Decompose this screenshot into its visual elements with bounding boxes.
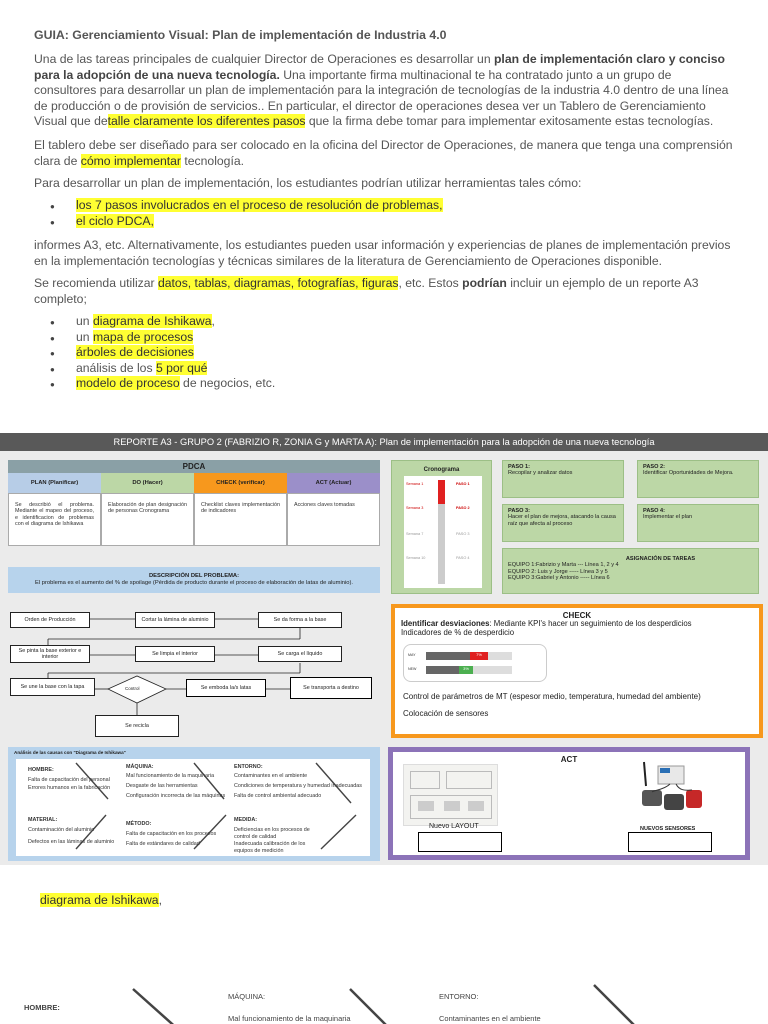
ish-large-label: MÁQUINA:: [228, 992, 266, 1001]
list-item: [50, 376, 275, 392]
a3-report-figure: [0, 433, 768, 865]
text: ,: [211, 314, 215, 328]
text: , etc. Estos: [398, 276, 463, 290]
text: ,: [158, 893, 162, 907]
kpi-bar-label: MAY: [408, 653, 416, 657]
highlighted-text: diagrama de Ishikawa: [40, 893, 159, 907]
ish-cause: Falta de estándares de calidad: [126, 841, 200, 847]
pdca-cell-plan: Se describió el problema. Mediante el mapeo del proceso, e identificacion de problemas con el diagrama de Ishikawa: [8, 493, 101, 546]
paso-title: PASO 1:: [508, 464, 530, 470]
paso-card: [637, 504, 759, 542]
ish-cause: Condiciones de temperatura y humedad inadecuadas: [234, 783, 362, 789]
highlighted-text: talle claramente los diferentes pasos: [107, 114, 306, 128]
kpi-bar-value: 7%: [470, 652, 488, 660]
flow-decision-label: Control: [125, 686, 140, 691]
ish-cause: Contaminación del aluminio: [28, 827, 95, 833]
paragraph-a3: informes A3, etc. Alternativamente, los estudiantes pueden usar información y experiencias de planes de implementación previos en la implementación tecnologías y técnicas similares de la literatura de Gerenciamiento de Operaciones disponible.: [34, 238, 731, 268]
ish-cause: Deficiencias en los procesos de control de calidad: [234, 827, 310, 840]
flow-step: Se recicla: [95, 715, 179, 737]
paso-text: Hacer el plan de mejora, atacando la causa raíz que afecta al proceso: [508, 514, 616, 527]
text: un: [76, 329, 93, 344]
list-item: [50, 314, 275, 330]
act-panel: [388, 747, 750, 860]
ish-cause: Inadecuada calibración de los equipos de medición: [234, 841, 306, 854]
sensor-image: [634, 760, 710, 830]
ishikawa-panel: [8, 747, 380, 861]
asignacion-line: EQUIPO 3:Gabriel y Antonio ----- Línea 6: [508, 575, 610, 582]
pdca-cell-check: Checklist claves implementación de indicadores: [194, 493, 287, 546]
ish-cause: Defectos en las láminas de aluminio: [28, 839, 115, 845]
list-item: [50, 198, 443, 214]
pdca-col-check: CHECK (verificar): [194, 473, 287, 493]
ish-cause: Errores humanos en la fabricación: [28, 785, 111, 791]
highlighted-text: el ciclo PDCA,: [76, 213, 154, 228]
text: tecnología.: [181, 153, 245, 168]
cronograma-title: Cronograma: [423, 467, 460, 473]
paragraph-tools: Para desarrollar un plan de implementación, los estudiantes podrían utilizar herramientas tales cómo:: [34, 176, 582, 190]
paso-card: [502, 460, 624, 498]
paragraph-recommend: [34, 276, 734, 307]
ishikawa-caption: [40, 893, 162, 907]
check-panel: [391, 604, 763, 738]
ish-cause: Desgaste de las herramientas: [126, 783, 198, 789]
paso-title: PASO 4:: [643, 508, 665, 514]
flow-step: Se transporta a destino: [290, 677, 372, 699]
cronograma-panel: [391, 460, 492, 594]
ish-cause: Falta de capacitación del personal: [28, 777, 110, 783]
ish-cause: Configuración incorrecta de las máquinas: [126, 793, 226, 799]
check-sensors: Colocación de sensores: [403, 709, 489, 718]
highlighted-text: los 7 pasos involucrados en el proceso de resolución de problemas,: [76, 198, 443, 212]
asignacion-title: ASIGNACIÓN DE TAREAS: [625, 556, 696, 562]
flow-step: Se emboda la/s latas: [186, 679, 266, 697]
list-item: [50, 361, 275, 377]
ish-label: MÉTODO:: [126, 821, 152, 827]
text: Una de las tareas principales de cualquier Director de Operaciones es desarrollar un: [34, 52, 494, 66]
ishikawa-diagram: [16, 759, 370, 856]
flow-step: Se une la base con la tapa: [10, 678, 95, 696]
ish-cause: Falta de capacitación en los procesos: [126, 831, 217, 837]
paso-text: Recopilar y analizar datos: [508, 470, 573, 477]
kpi-bar-fill: [426, 652, 470, 660]
paso-label: PASO 4: [456, 556, 470, 560]
ish-label: MEDIDA:: [234, 817, 258, 823]
ish-label: ENTORNO:: [234, 764, 263, 770]
flow-step: Se pinta la base exterior e interior: [10, 645, 90, 663]
asignacion-card: [502, 548, 759, 594]
flow-step: Se carga el líquido: [258, 646, 342, 662]
flow-step: Cortar la lámina de aluminio: [135, 612, 215, 628]
pdca-heading: PDCA: [8, 460, 380, 473]
report-title: REPORTE A3 - GRUPO 2 (FABRIZIO R, ZONIA G y MARTA A): Plan de implementación para la adopción de una nueva tecnología: [0, 433, 768, 451]
week-label: Semana 10: [406, 556, 426, 560]
timeline-progress: [438, 480, 445, 504]
paragraph-intro: [34, 52, 734, 130]
ish-large-label: ENTORNO:: [439, 992, 479, 1001]
pdca-col-plan: PLAN (Planificar): [8, 473, 101, 493]
pdca-table: [8, 460, 380, 550]
pdca-cell-do: Elaboración de plan designación de personas Cronograma: [101, 493, 194, 546]
ish-label: MÁQUINA:: [126, 764, 154, 770]
kpi-bar-fill: [426, 666, 459, 674]
list-item: [50, 214, 443, 230]
ish-label: HOMBRE:: [28, 767, 54, 773]
layout-caption-box: [418, 832, 502, 852]
pdca-col-act: ACT (Actuar): [287, 473, 380, 493]
ish-large-cause: Contaminantes en el ambiente: [439, 1014, 541, 1023]
ish-cause: Contaminantes en el ambiente: [234, 773, 308, 779]
sensors-label: NUEVOS SENSORES: [640, 826, 696, 832]
kpi-bar-track: [426, 666, 512, 674]
pdca-col-do: DO (Hacer): [101, 473, 194, 493]
text: : Mediante KPI's hacer un seguimiento de los desperdicios: [489, 619, 692, 628]
kpi-bar-track: [426, 652, 512, 660]
text: incluir un ejemplo de un reporte A3 completo;: [34, 276, 699, 306]
ish-large-label: HOMBRE:: [24, 1003, 60, 1012]
layout-plan-image: [403, 764, 498, 826]
paso-title: PASO 3:: [508, 508, 530, 514]
kpi-chart: [403, 644, 547, 682]
text: de negocios, etc.: [179, 376, 276, 390]
highlighted-text: cómo implementar: [80, 153, 181, 168]
paso-label: PASO 3: [456, 532, 470, 536]
check-control: Control de parámetros de MT (espesor medio, temperatura, humedad del ambiente): [403, 692, 701, 701]
paso-label: PASO 1: [456, 482, 470, 486]
bold-text: podrían: [462, 276, 507, 290]
ishikawa-large-bones: [0, 975, 768, 1024]
week-label: Semana 1: [406, 482, 424, 486]
ish-cause: Mal funcionamiento de la maquinaria: [126, 773, 215, 779]
text: Se recomienda utilizar: [34, 276, 158, 290]
check-title: CHECK: [562, 611, 592, 620]
text: Una importante firma multinacional te ha contratado junto a un grupo de consultores para desarrollar un plan de implementación para la integración de tecnologías de la industria 4.0 dentro de una línea de producción o de provisión de servicios.. En particular, el director de operaciones desea ver un Tablero de Gerenciamiento Visual que de: [34, 67, 729, 128]
paso-text: Identificar Oportunidades de Mejora.: [643, 470, 734, 477]
asignacion-line: EQUIPO 1:Fabrizio y Marta --- Línea 1, 2 y 4: [508, 562, 619, 569]
paso-card: [502, 504, 624, 542]
highlighted-text: árboles de decisiones: [76, 345, 194, 359]
document-title: GUIA: Gerenciamiento Visual: Plan de implementación de Industria 4.0: [34, 28, 447, 42]
examples-list: [50, 314, 275, 392]
tools-list: [50, 198, 443, 229]
paso-label: PASO 2: [456, 506, 470, 510]
text: El tablero debe ser diseñado para ser colocado en la oficina del Director de Operaciones, de manera que tenga una comprensión clara de: [34, 138, 733, 168]
flow-step: Se da forma a la base: [258, 612, 342, 628]
week-label: Semana 3: [406, 506, 424, 510]
act-title: ACT: [560, 755, 578, 764]
kpi-bar-label: NEW: [408, 667, 417, 671]
highlighted-text: mapa de procesos: [92, 329, 194, 344]
highlighted-text: 5 por qué: [155, 360, 208, 375]
highlighted-text: diagrama de Ishikawa: [92, 314, 212, 328]
bold-text: Identificar desviaciones: [401, 619, 490, 628]
ish-cause: Falta de control ambiental adecuado: [234, 793, 322, 799]
paragraph-tablero: [34, 138, 734, 169]
check-ind: Indicadores de % de desperdicio: [401, 627, 515, 637]
asignacion-line: EQUIPO 2: Luis y Jorge ----- Línea 3 y 5: [508, 568, 608, 575]
text: análisis de los: [76, 360, 156, 375]
sensor-caption-box: [628, 832, 712, 852]
problem-title: DESCRIPCIÓN DEL PROBLEMA:: [148, 573, 240, 579]
ish-large-cause: Mal funcionamiento de la maquinaria: [228, 1014, 351, 1023]
flow-step: Orden de Producción: [10, 612, 90, 628]
list-item: [50, 330, 275, 346]
problem-description: [8, 567, 380, 593]
paso-card: [637, 460, 759, 498]
bold-text: plan de implementación claro y conciso para la adopción de una nueva tecnología.: [34, 52, 725, 82]
ishikawa-title: Análisis de las causas con "Diagrama de Ishikawa": [14, 750, 126, 755]
layout-label: Nuevo LAYOUT: [429, 823, 479, 830]
problem-text: El problema es el aumento del % de spoilage (Pérdida de producto durante el proceso de elaboración de latas de aluminio).: [34, 579, 354, 586]
highlighted-text: datos, tablas, diagramas, fotografías, figuras: [157, 276, 399, 290]
ish-label: MATERIAL:: [28, 817, 58, 823]
text: que la firma debe tomar para implementar exitosamente estas tecnologías.: [305, 114, 714, 128]
list-item: [50, 345, 275, 361]
paso-text: Implementar el plan: [643, 514, 693, 521]
paso-title: PASO 2:: [643, 464, 665, 470]
highlighted-text: modelo de proceso: [76, 376, 180, 390]
text: un: [76, 314, 93, 328]
flow-step: Se limpia el interior: [135, 646, 215, 662]
pdca-cell-act: Acciones claves tomadas: [287, 493, 380, 546]
cronograma-chart: [404, 476, 482, 588]
kpi-bar-value: 3%: [459, 666, 473, 674]
week-label: Semana 7: [406, 532, 424, 536]
